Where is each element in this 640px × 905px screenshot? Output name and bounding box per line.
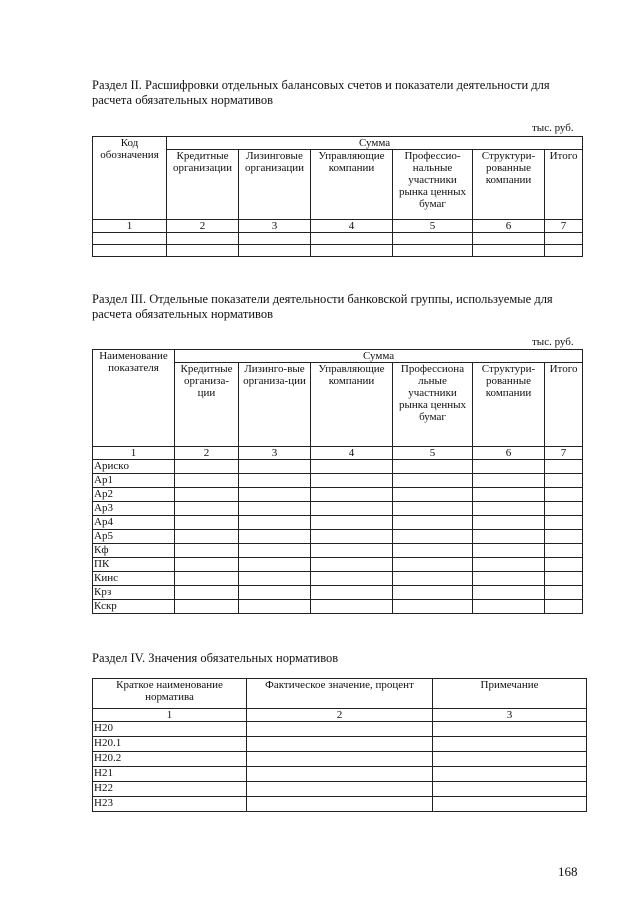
column-number: 2 (167, 220, 239, 233)
table-row (93, 544, 583, 558)
section3-title: Раздел III. Отдельные показатели деятельности банковской группы, используемые для расчета обязательных нормативов (92, 292, 553, 321)
column-number: 5 (393, 220, 473, 233)
table-row (93, 572, 583, 586)
column-number: 4 (311, 220, 393, 233)
row-label: Кскр (93, 600, 175, 614)
row-label: Н21 (93, 767, 247, 782)
row-label: Н22 (93, 782, 247, 797)
column-number: 1 (93, 220, 167, 233)
column-header: Итого (545, 363, 583, 447)
column-number: 6 (473, 447, 545, 460)
column-number: 3 (239, 220, 311, 233)
column-header: Управляющие компании (311, 150, 393, 220)
table-row (93, 752, 587, 767)
column-number: 3 (433, 709, 587, 722)
table-row (93, 558, 583, 572)
column-number: 5 (393, 447, 473, 460)
row-label: Н20.1 (93, 737, 247, 752)
section4-table (92, 678, 587, 812)
page-number: 168 (558, 864, 578, 879)
row-label: Кф (93, 544, 175, 558)
column-header: Итого (545, 150, 583, 220)
row-label: ПК (93, 558, 175, 572)
row-label: Кинс (93, 572, 175, 586)
table-row (93, 767, 587, 782)
row-label: Н20.2 (93, 752, 247, 767)
column-number: 2 (247, 709, 433, 722)
column-header: Профессиона льные участники рынка ценных бумаг (393, 363, 473, 447)
column-number: 1 (93, 447, 175, 460)
header-code: Код обозначения (93, 137, 167, 220)
row-label: Н23 (93, 797, 247, 812)
column-number: 1 (93, 709, 247, 722)
row-label: Ар2 (93, 488, 175, 502)
header-name: Наименование показателя (93, 350, 175, 447)
column-header: Краткое наименование норматива (93, 679, 247, 709)
header-sum: Сумма (167, 137, 583, 150)
table-row (93, 586, 583, 600)
table-row (93, 600, 583, 614)
table-row (93, 474, 583, 488)
row-label: Ар5 (93, 530, 175, 544)
table-row (93, 516, 583, 530)
table-row (93, 488, 583, 502)
table-row (93, 737, 587, 752)
row-label: Н20 (93, 722, 247, 737)
section4-title: Раздел IV. Значения обязательных нормативов (92, 651, 339, 665)
column-header: Кредитные организа-ции (175, 363, 239, 447)
section3-unit: тыс. руб. (532, 336, 574, 348)
column-header: Лизинговые организации (239, 150, 311, 220)
column-header: Фактическое значение, процент (247, 679, 433, 709)
section2-unit: тыс. руб. (532, 122, 574, 134)
column-number: 2 (175, 447, 239, 460)
header-sum: Сумма (175, 350, 583, 363)
column-number: 4 (311, 447, 393, 460)
column-number: 7 (545, 447, 583, 460)
column-header: Структури-рованные компании (473, 363, 545, 447)
column-header: Примечание (433, 679, 587, 709)
row-label: Арискo (93, 460, 175, 474)
table-row (93, 530, 583, 544)
section2-table (92, 136, 583, 257)
table-row (93, 233, 583, 245)
column-header: Профессио-нальные участники рынка ценных бумаг (393, 150, 473, 220)
table-row (93, 245, 583, 257)
column-header: Управляющие компании (311, 363, 393, 447)
section2-title: Раздел II. Расшифровки отдельных балансовых счетов и показатели деятельности для расчета обязательных нормативов (92, 78, 550, 107)
row-label: Ар1 (93, 474, 175, 488)
column-header: Лизинго-вые организа-ции (239, 363, 311, 447)
table-row (93, 502, 583, 516)
row-label: Ар3 (93, 502, 175, 516)
column-number: 6 (473, 220, 545, 233)
row-label: Крз (93, 586, 175, 600)
table-row (93, 460, 583, 474)
row-label: Ар4 (93, 516, 175, 530)
column-header: Кредитные организации (167, 150, 239, 220)
column-header: Структури-рованные компании (473, 150, 545, 220)
table-row (93, 722, 587, 737)
column-number: 7 (545, 220, 583, 233)
section3-table (92, 349, 583, 614)
column-number: 3 (239, 447, 311, 460)
table-row (93, 797, 587, 812)
table-row (93, 782, 587, 797)
